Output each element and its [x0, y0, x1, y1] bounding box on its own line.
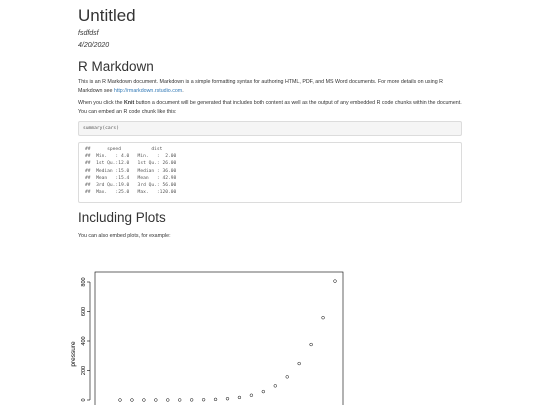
- code-chunk: [78, 121, 462, 136]
- data-point: [274, 384, 277, 387]
- knit-bold: Knit: [123, 100, 135, 106]
- data-point: [202, 398, 205, 401]
- data-point: [238, 396, 241, 399]
- y-axis-ticks: [81, 277, 90, 401]
- intro-text: This is an R Markdown document. Markdown is a simple formatting syntax for authoring HTML, PDF, and MS Word documents. For more details on using R Markdown see: [78, 79, 443, 94]
- rmarkdown-link[interactable]: http://rmarkdown.rstudio.com: [113, 87, 183, 94]
- data-points: [119, 280, 337, 402]
- knit-text-pre: When you click the: [78, 100, 124, 106]
- data-point: [166, 399, 169, 402]
- document-author: fsdfdsf: [78, 30, 99, 37]
- intro-period: .: [182, 87, 184, 94]
- document-title: Untitled: [78, 6, 136, 25]
- section-heading-plots: Including Plots: [78, 210, 166, 225]
- plots-paragraph: You can also embed plots, for example:: [78, 233, 171, 239]
- y-tick-label: 600: [81, 306, 87, 317]
- data-point: [226, 397, 229, 400]
- document-date: 4/20/2020: [78, 42, 110, 49]
- y-tick-label: 200: [81, 365, 87, 376]
- data-point: [334, 280, 337, 283]
- data-point: [322, 316, 325, 319]
- data-point: [298, 362, 301, 365]
- data-point: [214, 398, 217, 401]
- plot-box: [95, 272, 343, 405]
- data-point: [286, 375, 289, 378]
- code-source: summary(cars): [83, 126, 119, 131]
- output-text: ## speed dist ## Min. : 4.0 Min. : 2.00 ## 1st Qu.:12.0 1st Qu.: 26.00 ## Median :15.0 Median : 36.00 ## Mean :15.4 Mean : 42.98 ## 3rd Qu.:19.0 3rd Qu.: 56.00 ## Max. :25.0 Max. :120.00: [85, 147, 177, 196]
- pressure-scatter-plot: [70, 270, 378, 405]
- data-point: [178, 399, 181, 402]
- data-point: [310, 343, 313, 346]
- intro-paragraph: [78, 78, 462, 95]
- data-point: [190, 398, 193, 401]
- data-point: [154, 399, 157, 402]
- section-heading-rmarkdown: R Markdown: [78, 59, 154, 74]
- knit-text-post: button a document will be generated that includes both content as well as the output of any embedded R code chunks within the document. You can embed an R code chunk like this:: [78, 100, 462, 115]
- y-tick-label: 0: [81, 398, 87, 402]
- knit-paragraph: [78, 99, 462, 116]
- data-point: [119, 399, 122, 402]
- code-output: [78, 142, 462, 203]
- data-point: [142, 399, 145, 402]
- data-point: [250, 394, 253, 397]
- data-point: [262, 390, 265, 393]
- data-point: [131, 399, 134, 402]
- y-axis-label: pressure: [70, 341, 77, 367]
- y-tick-label: 800: [81, 277, 87, 287]
- y-tick-label: 400: [81, 336, 87, 346]
